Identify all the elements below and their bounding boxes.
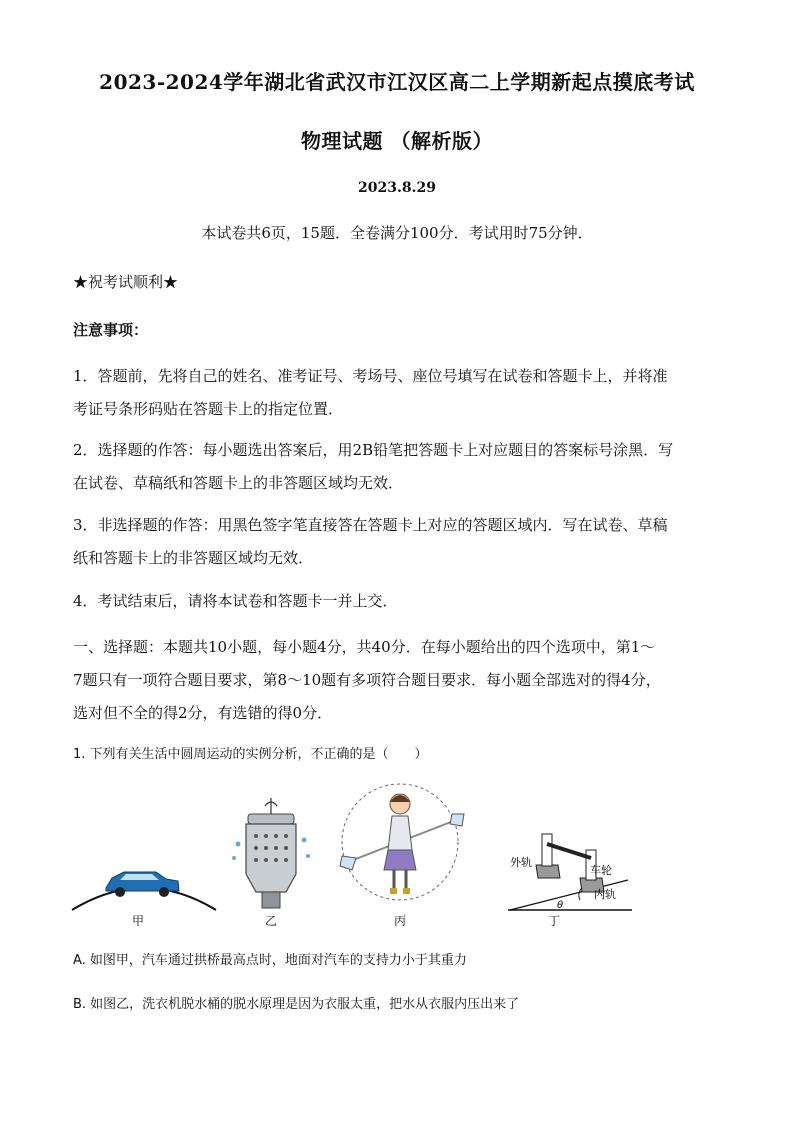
figure-caption-ding: 丁 — [547, 914, 560, 928]
figure-bing-swinging-bucket — [340, 784, 464, 900]
notice-item-2-line2: 在试卷、草稿纸和答题卡上的非答题区域均无效． — [73, 474, 404, 492]
section-heading-line3: 选对但不全的得2分，有选错的得0分． — [73, 704, 333, 722]
document-title-line1: 2023-2024学年湖北省武汉市江汉区高二上学期新起点摸底考试 — [99, 70, 695, 94]
notice-heading: 注意事项： — [73, 321, 149, 339]
notice-item-2 — [73, 434, 723, 500]
question-1-option-a: A. 如图甲，汽车通过拱桥最高点时，地面对汽车的支持力小于其重力 — [73, 953, 467, 968]
notice-item-4-line1: 4．考试结束后，请将本试卷和答题卡一并上交． — [73, 592, 398, 610]
notice-item-3-line2: 纸和答题卡上的非答题区域均无效． — [73, 549, 314, 567]
notice-item-3-line1: 3．非选择题的作答：用黑色签字笔直接答在答题卡上对应的答题区域内．写在试卷、草稿 — [73, 516, 668, 534]
section-heading-line2: 7题只有一项符合题目要求，第8～10题有多项符合题目要求．每小题全部选对的得4分， — [73, 671, 661, 689]
figure-caption-bing: 丙 — [393, 914, 406, 928]
question-1-option-b: B. 如图乙，洗衣机脱水桶的脱水原理是因为衣服太重，把水从衣服内压出来了 — [73, 997, 520, 1012]
question-1-stem: 1. 下列有关生活中圆周运动的实例分析，不正确的是（ ） — [73, 747, 428, 762]
section-heading-line1: 一、选择题：本题共10小题，每小题4分，共40分．在每小题给出的四个选项中，第1～ — [73, 638, 656, 656]
figure-caption-yi: 乙 — [264, 914, 277, 928]
notice-item-1-line2: 考证号条形码贴在答题卡上的指定位置． — [73, 400, 344, 418]
section-heading — [73, 631, 723, 730]
exam-intro: 本试卷共6页，15题．全卷满分100分．考试用时75分钟． — [201, 224, 593, 242]
document-title-line2: 物理试题 （解析版） — [301, 129, 493, 153]
figure-caption-jia: 甲 — [131, 914, 144, 928]
outer-rail-label: 外轨 — [510, 856, 532, 869]
notice-item-1 — [73, 360, 723, 426]
notice-item-2-line1: 2．选择题的作答：每小题选出答案后，用2B铅笔把答题卡上对应题目的答案标号涂黑．写 — [73, 441, 674, 459]
figure-jia-car-bridge — [72, 872, 216, 910]
notice-item-4 — [73, 585, 723, 618]
angle-label: θ — [557, 900, 564, 911]
wheel-label: 车轮 — [590, 864, 612, 877]
question-1-figures — [60, 770, 640, 930]
good-luck-wish: ★祝考试顺利★ — [73, 273, 179, 291]
notice-item-3 — [73, 509, 723, 575]
exam-date: 2023.8.29 — [358, 180, 436, 196]
inner-rail-label: 内轨 — [594, 888, 616, 901]
notice-item-1-line1: 1．答题前，先将自己的姓名、准考证号、考场号、座位号填写在试卷和答题卡上，并将准 — [73, 367, 668, 385]
figure-yi-spin-dryer — [232, 798, 310, 908]
